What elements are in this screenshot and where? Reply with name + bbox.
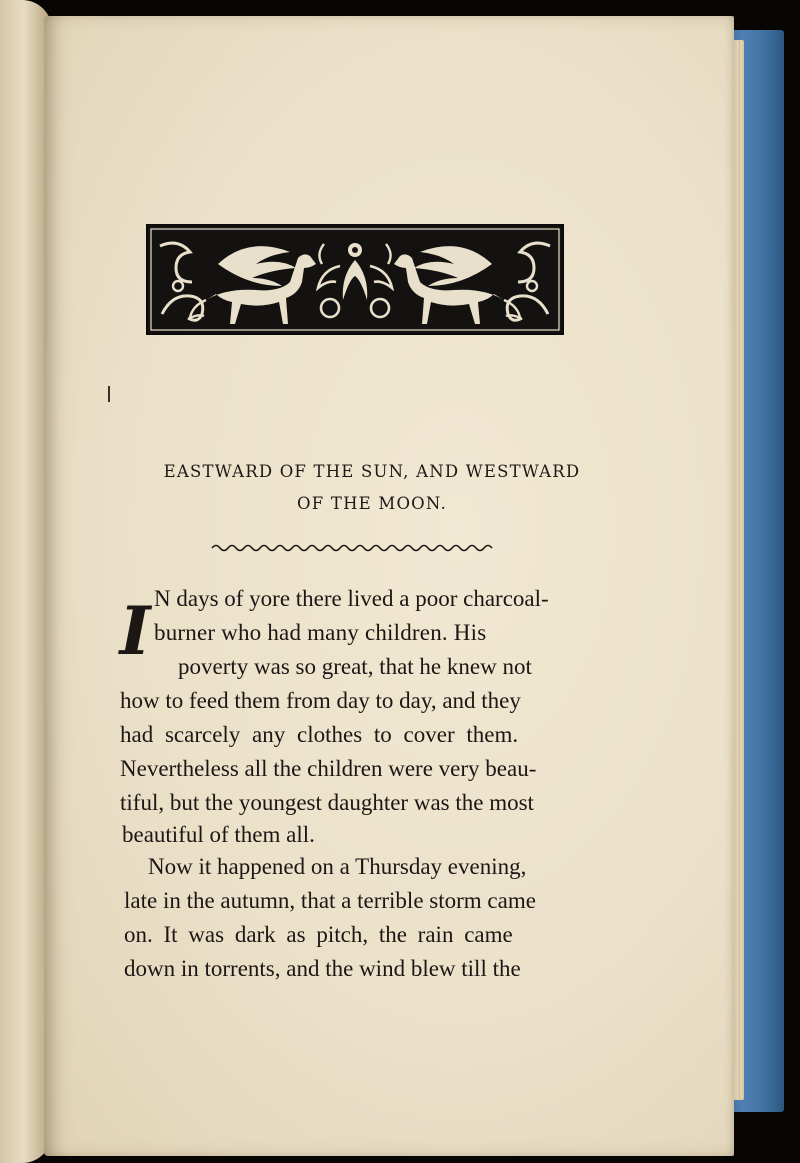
wavy-rule-icon (210, 542, 494, 554)
story-title-line-2: OF THE MOON. (297, 494, 447, 513)
text-line: Nevertheless all the children were very beau- (120, 756, 537, 781)
text-line: beautiful of them all. (122, 822, 315, 847)
text-line: Now it happened on a Thursday evening, (148, 854, 527, 879)
text-line: tiful, but the youngest daughter was the most (120, 790, 534, 815)
text-line: how to feed them from day to day, and they (120, 688, 521, 713)
text-line: late in the autumn, that a terrible storm came (124, 888, 536, 913)
stray-ink-mark (108, 386, 110, 402)
text-line: down in torrents, and the wind blew till the (124, 956, 521, 981)
dropcap-letter (116, 592, 154, 668)
text-line: poverty was so great, that he knew not (178, 654, 532, 679)
griffins-headpiece-icon (146, 224, 564, 335)
text-line: had scarcely any clothes to cover them. (120, 722, 519, 747)
text-line: burner who had many children. His (154, 620, 487, 645)
text-line: on. It was dark as pitch, the rain came (124, 922, 513, 947)
svg-text:I: I (119, 592, 151, 668)
book-page (44, 16, 734, 1156)
story-title-line-1: EASTWARD OF THE SUN, AND WESTWARD (163, 462, 581, 481)
text-line: N days of yore there lived a poor charcoal- (154, 586, 549, 611)
